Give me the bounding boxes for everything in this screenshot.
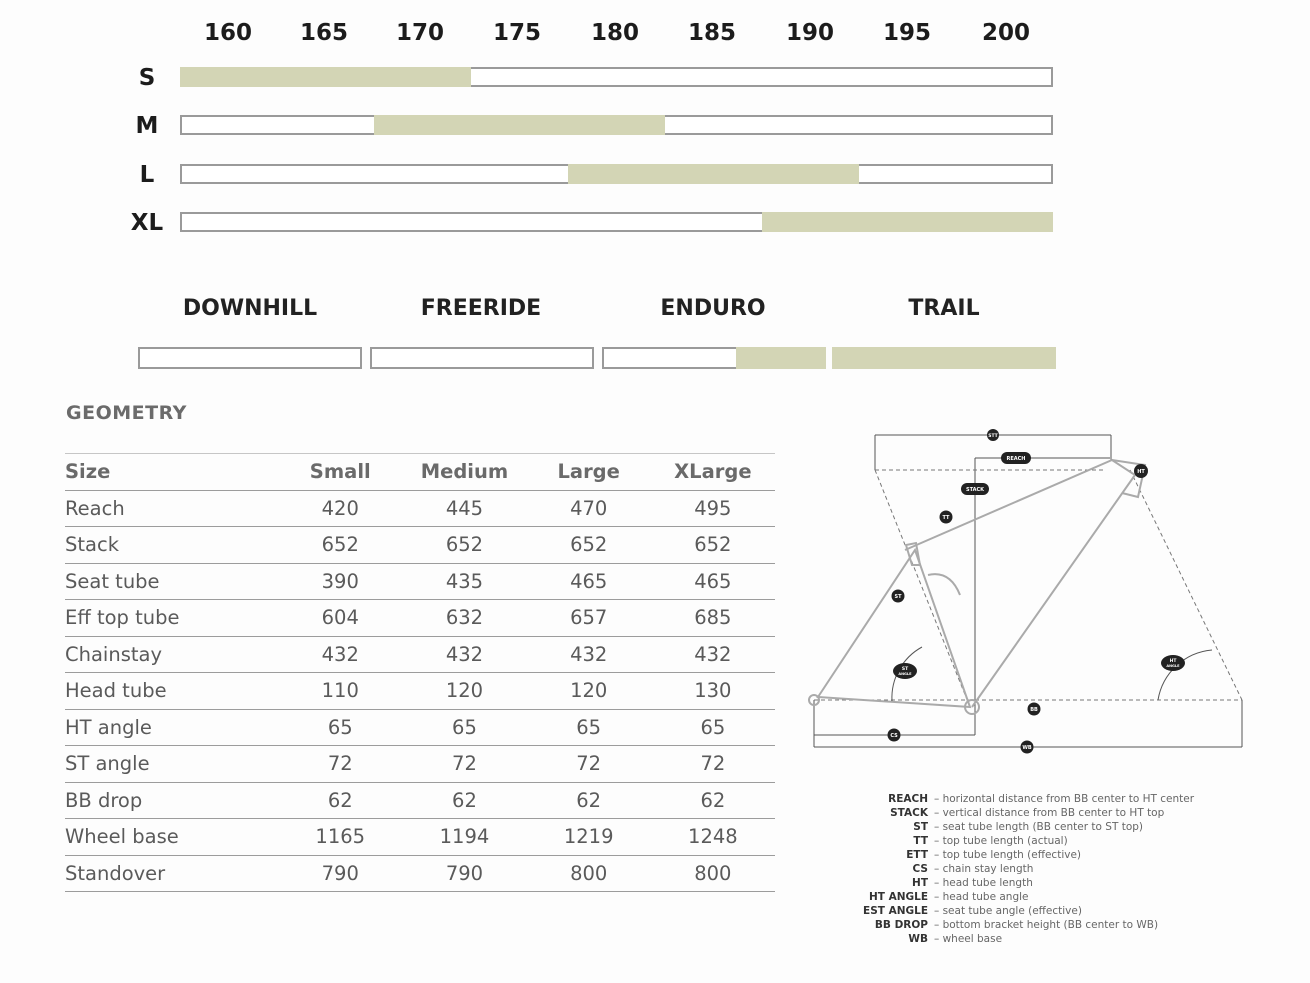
cell: 632 — [402, 600, 526, 637]
badge-st — [892, 590, 905, 603]
size-label-l: L — [139, 162, 155, 188]
legend-desc: – head tube angle — [934, 891, 1029, 903]
row-label: Wheel base — [65, 819, 278, 856]
height-label: 180 — [590, 20, 639, 46]
legend-item — [840, 848, 1194, 862]
row-label: Head tube — [65, 673, 278, 710]
legend-item — [840, 820, 1194, 834]
style-bar-enduro — [602, 347, 826, 369]
row-label: Eff top tube — [65, 600, 278, 637]
badge-wb — [1021, 741, 1034, 754]
badge-stt — [987, 429, 999, 441]
cell: 465 — [651, 563, 775, 600]
style-bar-freeride — [370, 347, 594, 369]
cell: 790 — [402, 855, 526, 892]
badge-tt — [940, 511, 953, 524]
cell: 1248 — [651, 819, 775, 856]
cell: 604 — [278, 600, 402, 637]
badge-text: REACH — [1006, 456, 1026, 462]
cell: 432 — [278, 636, 402, 673]
cell: 72 — [278, 746, 402, 783]
cell: 72 — [402, 746, 526, 783]
legend-key: EST ANGLE — [863, 905, 928, 917]
table-row — [65, 527, 775, 564]
table-row — [65, 673, 775, 710]
geometry-legend — [840, 792, 1194, 946]
legend-desc: – head tube length — [934, 877, 1033, 889]
cell: 72 — [527, 746, 651, 783]
height-label: 175 — [492, 20, 541, 46]
height-label: 170 — [395, 20, 444, 46]
legend-key: HT ANGLE — [868, 891, 928, 903]
height-label: 165 — [299, 20, 348, 46]
cell: 120 — [402, 673, 526, 710]
cell: 435 — [402, 563, 526, 600]
cell: 420 — [278, 490, 402, 527]
legend-desc: – top tube length (effective) — [934, 849, 1081, 861]
geometry-table — [65, 453, 775, 892]
size-label-m: M — [135, 113, 159, 139]
frame-geometry-diagram — [800, 425, 1250, 760]
legend-desc: – vertical distance from BB center to HT top — [934, 807, 1165, 819]
badge-text: BB — [1030, 707, 1038, 713]
cell: 652 — [402, 527, 526, 564]
row-label: Chainstay — [65, 636, 278, 673]
table-row — [65, 855, 775, 892]
cell: 1194 — [402, 819, 526, 856]
size-label-xl: XL — [130, 210, 164, 236]
legend-key: BB DROP — [874, 919, 928, 931]
size-bar-l — [180, 164, 1053, 184]
row-label: Standover — [65, 855, 278, 892]
legend-item — [840, 834, 1194, 848]
legend-key: ST — [913, 821, 928, 833]
cell: 65 — [402, 709, 526, 746]
cell: 432 — [651, 636, 775, 673]
badge-text: ST — [894, 594, 902, 600]
legend-key: CS — [912, 863, 928, 875]
cell: 65 — [527, 709, 651, 746]
cell: 790 — [278, 855, 402, 892]
legend-item — [840, 792, 1194, 806]
table-header-row — [65, 454, 775, 491]
badge-text: TT — [942, 515, 950, 521]
cell: 800 — [527, 855, 651, 892]
height-label: 160 — [203, 20, 252, 46]
legend-key: WB — [908, 933, 928, 945]
cell: 110 — [278, 673, 402, 710]
size-bar-xl — [180, 212, 1053, 232]
cell: 445 — [402, 490, 526, 527]
badge-st-angle — [893, 663, 917, 679]
badge-bb — [1028, 703, 1041, 716]
legend-desc: – seat tube angle (effective) — [934, 905, 1082, 917]
cell: 432 — [527, 636, 651, 673]
legend-desc: – bottom bracket height (BB center to WB) — [934, 919, 1159, 931]
style-fill — [832, 347, 1056, 369]
badge-text: ANGLE — [898, 672, 912, 676]
style-label-enduro: ENDURO — [660, 296, 766, 321]
badge-stack — [961, 483, 989, 495]
cell: 62 — [527, 782, 651, 819]
table-row — [65, 746, 775, 783]
cell: 65 — [651, 709, 775, 746]
table-row — [65, 490, 775, 527]
header-size: Size — [65, 454, 278, 491]
height-label: 195 — [882, 20, 931, 46]
style-label-freeride: FREERIDE — [420, 296, 542, 321]
size-range-fill — [568, 164, 859, 184]
badge-reach — [1001, 452, 1031, 464]
height-label: 200 — [981, 20, 1030, 46]
row-label: Seat tube — [65, 563, 278, 600]
style-label-downhill: DOWNHILL — [182, 296, 318, 321]
badge-ht — [1134, 464, 1148, 478]
badge-text: ST — [901, 667, 909, 672]
cell: 62 — [402, 782, 526, 819]
legend-key: ETT — [906, 849, 928, 861]
cell: 120 — [527, 673, 651, 710]
header-small: Small — [278, 454, 402, 491]
cell: 657 — [527, 600, 651, 637]
cell: 62 — [651, 782, 775, 819]
legend-desc: – chain stay length — [934, 863, 1034, 875]
cell: 62 — [278, 782, 402, 819]
header-large: Large — [527, 454, 651, 491]
cell: 72 — [651, 746, 775, 783]
cell: 432 — [402, 636, 526, 673]
table-row — [65, 709, 775, 746]
size-range-fill — [762, 212, 1053, 232]
legend-desc: – horizontal distance from BB center to HT center — [934, 793, 1195, 805]
height-label: 190 — [785, 20, 834, 46]
legend-item — [840, 890, 1194, 904]
row-label: Reach — [65, 490, 278, 527]
legend-key: STACK — [890, 807, 928, 819]
badge-text: CS — [890, 733, 898, 739]
cell: 65 — [278, 709, 402, 746]
legend-item — [840, 932, 1194, 946]
cell: 652 — [527, 527, 651, 564]
seatstay-brace — [928, 574, 960, 595]
badge-cs — [888, 729, 901, 742]
cell: 652 — [278, 527, 402, 564]
size-label-s: S — [138, 65, 156, 91]
cell: 495 — [651, 490, 775, 527]
cell: 685 — [651, 600, 775, 637]
row-label: Stack — [65, 527, 278, 564]
legend-key: HT — [912, 877, 928, 889]
size-bar-m — [180, 115, 1053, 135]
style-bar-downhill — [138, 347, 362, 369]
badge-text: ANGLE — [1166, 664, 1180, 668]
header-medium: Medium — [402, 454, 526, 491]
legend-item — [840, 918, 1194, 932]
legend-item — [840, 862, 1194, 876]
legend-item — [840, 806, 1194, 820]
badge-text: STACK — [965, 487, 985, 493]
badge-ht-angle — [1161, 655, 1185, 671]
legend-desc: – wheel base — [934, 933, 1003, 945]
size-range-fill — [180, 67, 471, 87]
table-row — [65, 563, 775, 600]
legend-desc: – seat tube length (BB center to ST top) — [934, 821, 1144, 833]
table-row — [65, 636, 775, 673]
header-xlarge: XLarge — [651, 454, 775, 491]
badge-text: HT — [1169, 659, 1177, 664]
badge-text: WB — [1022, 745, 1032, 751]
row-label: ST angle — [65, 746, 278, 783]
size-range-fill — [374, 115, 665, 135]
cell: 390 — [278, 563, 402, 600]
cell: 1219 — [527, 819, 651, 856]
front-triangle — [905, 460, 1135, 707]
legend-key: REACH — [888, 793, 928, 805]
legend-desc: – top tube length (actual) — [934, 835, 1068, 847]
cell: 465 — [527, 563, 651, 600]
style-label-trail: TRAIL — [908, 296, 980, 321]
legend-key: TT — [913, 835, 928, 847]
table-row — [65, 600, 775, 637]
style-bar-trail — [832, 347, 1056, 369]
table-row — [65, 819, 775, 856]
legend-item — [840, 876, 1194, 890]
badge-text: STT — [988, 434, 998, 439]
cell: 800 — [651, 855, 775, 892]
row-label: BB drop — [65, 782, 278, 819]
legend-item — [840, 904, 1194, 918]
badge-text: HT — [1137, 469, 1145, 475]
cell: 470 — [527, 490, 651, 527]
cell: 130 — [651, 673, 775, 710]
cell: 1165 — [278, 819, 402, 856]
height-label: 185 — [687, 20, 736, 46]
style-fill — [736, 347, 826, 369]
geometry-title: GEOMETRY — [66, 402, 187, 424]
row-label: HT angle — [65, 709, 278, 746]
head-tube-extension — [1130, 470, 1242, 700]
table-row — [65, 782, 775, 819]
cell: 652 — [651, 527, 775, 564]
size-bar-s — [180, 67, 1053, 87]
